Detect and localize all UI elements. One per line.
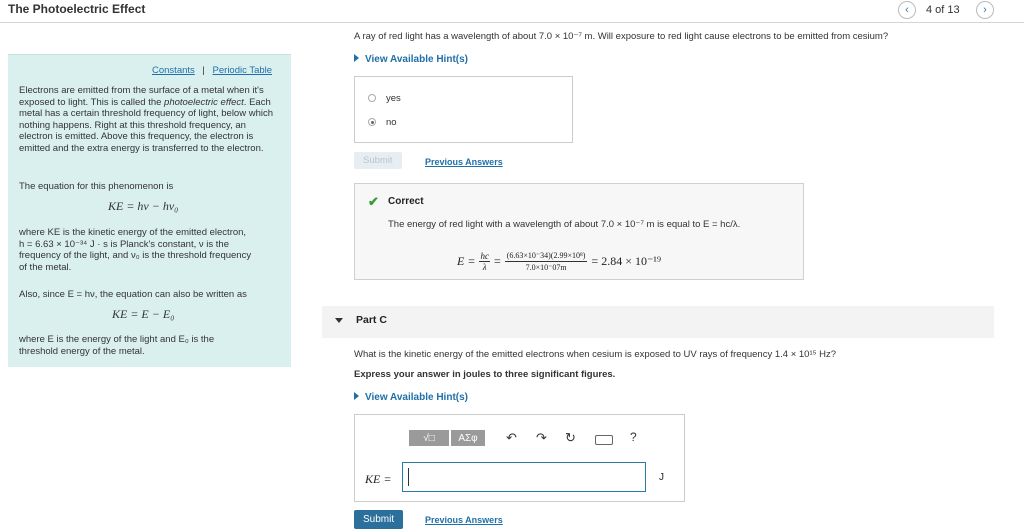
greek-symbols-button[interactable] xyxy=(451,430,485,446)
undo-icon[interactable]: ↶ xyxy=(506,430,517,445)
energy-definition-line: threshold energy of the metal. xyxy=(19,345,145,357)
part-b-hint-toggle[interactable] xyxy=(354,54,468,65)
radio-no[interactable] xyxy=(368,118,376,126)
chevron-right-icon[interactable]: › xyxy=(976,1,994,19)
feedback-text: The energy of red light with a wavelength of about 7.0 × 10⁻⁷ m is equal to E = hc/λ. xyxy=(388,219,741,230)
intro-text: Electrons are emitted from the surface of a metal when it's exposed to light. This is called the xyxy=(19,85,264,108)
definition-line: where KE is the kinetic energy of the emitted electron, xyxy=(19,227,247,238)
keyboard-icon[interactable] xyxy=(595,435,613,445)
link-separator: | xyxy=(202,65,205,76)
page-counter: 4 of 13 xyxy=(926,4,960,16)
ke-answer-input[interactable] xyxy=(402,462,646,492)
correct-feedback xyxy=(354,183,804,280)
equation-ke-alt: KE = E − E₀ xyxy=(112,307,175,321)
page-title: The Photoelectric Effect xyxy=(8,2,146,16)
definition-paragraph xyxy=(19,227,289,273)
text-cursor xyxy=(408,468,409,486)
triangle-right-icon xyxy=(354,392,359,400)
equation-ke: KE = hν − hν₀ xyxy=(108,199,179,213)
part-c-question: What is the kinetic energy of the emitted electrons when cesium is exposed to UV rays of frequency 1.4 × 10¹⁵ Hz? xyxy=(354,349,837,360)
feedback-title: Correct xyxy=(388,196,424,207)
equation-intro: The equation for this phenomenon is xyxy=(19,181,174,192)
triangle-right-icon xyxy=(354,54,359,62)
energy-calculation xyxy=(457,244,661,278)
greek-icon: ΑΣφ xyxy=(458,432,478,444)
energy-definition-line: where E is the energy of the light and E₀ is the xyxy=(19,334,215,345)
calc-frac-num: hc xyxy=(480,250,489,261)
ke-input-label: KE = xyxy=(365,472,392,486)
option-no-label[interactable]: no xyxy=(386,117,397,128)
chevron-left-icon[interactable]: ‹ xyxy=(898,1,916,19)
templates-button[interactable] xyxy=(409,430,449,446)
part-c-previous-answers-link[interactable]: Previous Answers xyxy=(425,515,503,525)
calc-fraction xyxy=(479,251,490,272)
help-icon[interactable]: ? xyxy=(630,430,637,444)
calc-big-fraction xyxy=(505,251,588,272)
constants-link[interactable]: Constants xyxy=(152,65,195,76)
part-c-label: Part C xyxy=(356,314,387,326)
energy-definition xyxy=(19,334,281,357)
checkmark-icon: ✔ xyxy=(368,194,379,209)
intro-emphasis: photoelectric effect xyxy=(164,96,244,108)
part-c-header[interactable] xyxy=(322,306,994,338)
part-b-submit-button[interactable]: Submit xyxy=(354,152,402,169)
calc-result: = 2.84 × 10⁻¹⁹ xyxy=(591,253,662,268)
part-c-instruction: Express your answer in joules to three significant figures. xyxy=(354,369,616,380)
answer-choices xyxy=(354,76,573,143)
intro-text-2: . Each metal has a certain threshold frequency of light, below which nothing happens. Right at this threshold frequency, an electron is emitted. Above this frequency, the electron is emitted and the extra energy is transferred to the electron. xyxy=(19,96,273,154)
hint-label: View Available Hint(s) xyxy=(365,54,468,65)
part-c-submit-button[interactable]: Submit xyxy=(354,510,403,529)
calc-denominator: 7.0×10⁻07m xyxy=(525,262,567,272)
calc-frac-den: λ xyxy=(482,261,487,272)
triangle-down-icon xyxy=(335,318,343,323)
reset-icon[interactable]: ↻ xyxy=(565,430,576,445)
definition-line: of the metal. xyxy=(19,261,72,273)
part-b-question: A ray of red light has a wavelength of about 7.0 × 10⁻⁷ m. Will exposure to red light cause electrons to be emitted from cesium? xyxy=(354,31,889,42)
info-panel xyxy=(8,54,291,367)
unit-label: J xyxy=(659,472,664,483)
redo-icon[interactable]: ↷ xyxy=(536,430,547,445)
alt-equation-intro: Also, since E = hν, the equation can also be written as xyxy=(19,289,247,300)
calc-numerator: (6.63×10⁻34)(2.99×10⁸) xyxy=(506,250,586,260)
calc-equals: = xyxy=(493,253,501,268)
option-yes-label[interactable]: yes xyxy=(386,93,401,104)
definition-line: h = 6.63 × 10⁻³⁴ J · s is Planck's constant, ν is the xyxy=(19,238,229,250)
hint-label: View Available Hint(s) xyxy=(365,392,468,403)
periodic-table-link[interactable]: Periodic Table xyxy=(212,65,273,76)
info-links xyxy=(152,65,272,77)
part-b-previous-answers-link[interactable]: Previous Answers xyxy=(425,157,503,167)
part-c-hint-toggle[interactable] xyxy=(354,392,468,403)
intro-paragraph xyxy=(19,85,281,154)
templates-icon: √□ xyxy=(423,432,435,444)
calc-lhs: E = xyxy=(457,253,476,268)
definition-line: frequency of the light, and ν₀ is the threshold frequency xyxy=(19,250,252,261)
header-divider xyxy=(0,22,1024,23)
radio-yes[interactable] xyxy=(368,94,376,102)
